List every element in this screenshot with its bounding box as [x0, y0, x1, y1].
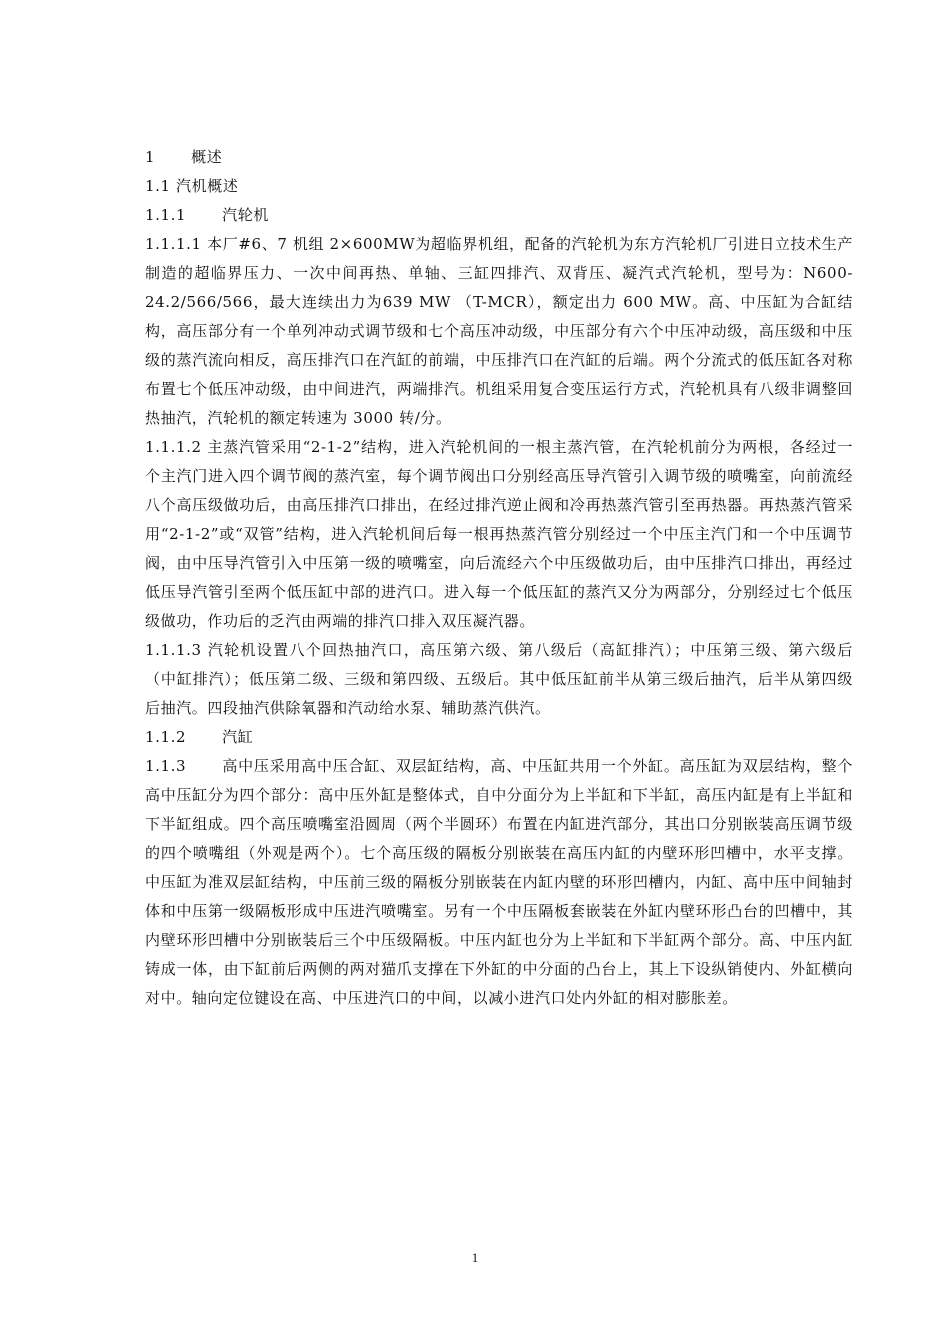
heading-1-number: 1 [145, 148, 156, 166]
paragraph-1-1-1-2: 1.1.1.2 主蒸汽管采用“2-1-2”结构，进入汽轮机间的一根主蒸汽管，在汽轮机前分为两根，各经过一个主汽门进入四个调节阀的蒸汽室，每个调节阀出口分别经高压导汽管引入调节级的喷嘴室，向前流经八个高压级做功后，由高压排汽口排出，在经过排汽逆止阀和冷再热蒸汽管引至再热器。再热蒸汽管采用“2-1-2”或“双管”结构，进入汽轮机间后每一根再热蒸汽管分别经过一个中压主汽门和一个中压调节阀，由中压导汽管引入中压第一级的喷嘴室，向后流经六个中压级做功后，由中压排汽口排出，再经过低压导汽管引至两个低压缸中部的进汽口。进入每一个低压缸的蒸汽又分为两部分，分别经过七个低压级做功，作功后的乏汽由两端的排汽口排入双压凝汽器。 [145, 438, 853, 630]
heading-1-1-title: 汽机概述 [176, 177, 239, 195]
heading-1-1-1 [145, 201, 853, 230]
heading-1-1-1-title: 汽轮机 [222, 206, 269, 224]
page-number: 1 [471, 1250, 479, 1265]
heading-1-1-number: 1.1 [145, 177, 171, 195]
heading-1-1-2 [145, 723, 853, 752]
heading-1-1 [145, 172, 853, 201]
document-body [145, 143, 853, 1013]
heading-1-1-2-title: 汽缸 [222, 728, 254, 746]
paragraph-1-1-3 [145, 752, 853, 1013]
paragraph-1-1-3-number: 1.1.3 [145, 757, 187, 775]
heading-1-title: 概述 [191, 148, 223, 166]
heading-1 [145, 143, 853, 172]
heading-1-1-2-number: 1.1.2 [145, 728, 187, 746]
paragraph-1-1-1-3: 1.1.1.3 汽轮机设置八个回热抽汽口，高压第六级、第八级后（高缸排汽）；中压第三级、第六级后（中缸排汽）；低压第二级、三级和第四级、五级后。其中低压缸前半从第三级后抽汽，后半从第四级后抽汽。四段抽汽供除氧器和汽动给水泵、辅助蒸汽供汽。 [145, 641, 853, 717]
paragraph-1-1-3-text: 高中压采用高中压合缸、双层缸结构，高、中压缸共用一个外缸。高压缸为双层结构，整个高中压缸分为四个部分：高中压外缸是整体式，自中分面分为上半缸和下半缸，高压内缸是有上半缸和下半缸组成。四个高压喷嘴室沿圆周（两个半圆环）布置在内缸进汽部分，其出口分别嵌装高压调节级的四个喷嘴组（外观是两个）。七个高压级的隔板分别嵌装在高压内缸的内壁环形凹槽中，水平支撑。中压缸为准双层缸结构，中压前三级的隔板分别嵌装在内缸内壁的环形凹槽内，内缸、高中压中间轴封体和中压第一级隔板形成中压进汽喷嘴室。另有一个中压隔板套嵌装在外缸内壁环形凸台的凹槽中，其内壁环形凹槽中分别嵌装后三个中压级隔板。中压内缸也分为上半缸和下半缸两个部分。高、中压内缸铸成一体，由下缸前后两侧的两对猫爪支撑在下外缸的中分面的凸台上，其上下设纵销使内、外缸横向对中。轴向定位键设在高、中压进汽口的中间，以减小进汽口处内外缸的相对膨胀差。 [145, 757, 853, 1007]
paragraph-1-1-1-1: 1.1.1.1 本厂#6、7 机组 2×600MW为超临界机组，配备的汽轮机为东方汽轮机厂引进日立技术生产制造的超临界压力、一次中间再热、单轴、三缸四排汽、双背压、凝汽式汽轮机，型号为：N600-24.2/566/566，最大连续出力为639 MW （T-MCR），额定出力 600 MW。高、中压缸为合缸结构，高压部分有一个单列冲动式调节级和七个高压冲动级，中压部分有六个中压冲动级，高压级和中压级的蒸汽流向相反，高压排汽口在汽缸的前端，中压排汽口在汽缸的后端。两个分流式的低压缸各对称布置七个低压冲动级，由中间进汽，两端排汽。机组采用复合变压运行方式，汽轮机具有八级非调整回热抽汽，汽轮机的额定转速为 3000 转/分。 [145, 235, 853, 427]
heading-1-1-1-number: 1.1.1 [145, 206, 187, 224]
